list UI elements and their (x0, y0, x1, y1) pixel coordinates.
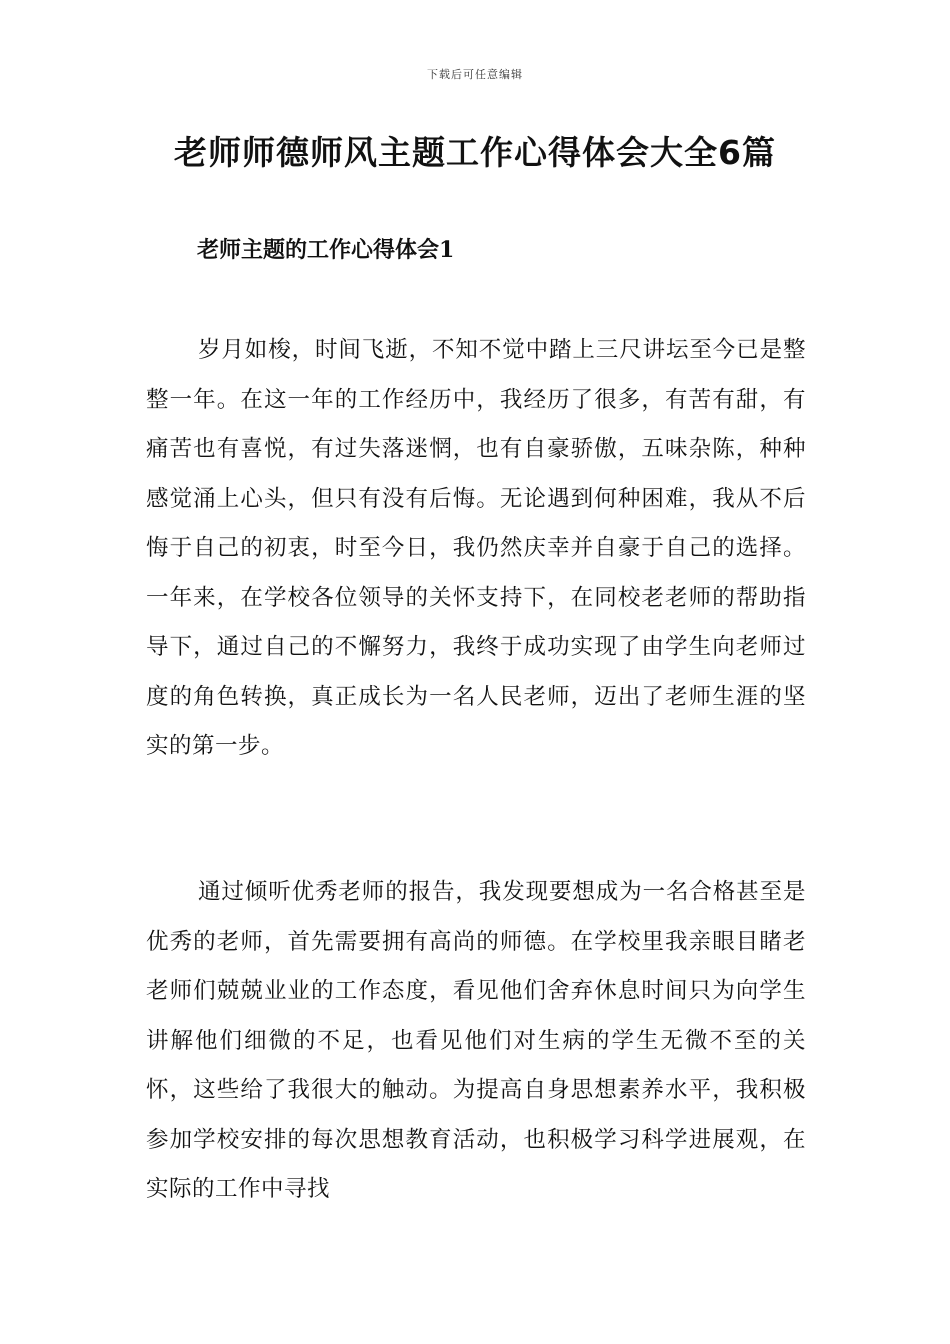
paragraph-2: 通过倾听优秀老师的报告，我发现要想成为一名合格甚至是优秀的老师，首先需要拥有高尚的师德。在学校里我亲眼目睹老老师们兢兢业业的工作态度，看见他们舍弃休息时间只为向学生讲解他们细微的不足，也看见他们对生病的学生无微不至的关怀，这些给了我很大的触动。为提高自身思想素养水平，我积极参加学校安排的每次思想教育活动，也积极学习科学进展观，在实际的工作中寻找 (146, 879, 806, 1202)
header-note: 下载后可任意编辑 (427, 68, 523, 81)
section-heading: 老师主题的工作心得体会1 (197, 237, 455, 263)
document-title: 老师师德师风主题工作心得体会大全6篇 (174, 133, 776, 172)
paragraph-1: 岁月如梭，时间飞逝，不知不觉中踏上三尺讲坛至今已是整整一年。在这一年的工作经历中，我经历了很多，有苦有甜，有痛苦也有喜悦，有过失落迷惘，也有自豪骄傲，五味杂陈，种种感觉涌上心头，但只有没有后悔。无论遇到何种困难，我从不后悔于自己的初衷，时至今日，我仍然庆幸并自豪于自己的选择。一年来，在学校各位领导的关怀支持下，在同校老老师的帮助指导下，通过自己的不懈努力，我终于成功实现了由学生向老师过度的角色转换，真正成长为一名人民老师，迈出了老师生涯的坚实的第一步。 (146, 337, 806, 759)
